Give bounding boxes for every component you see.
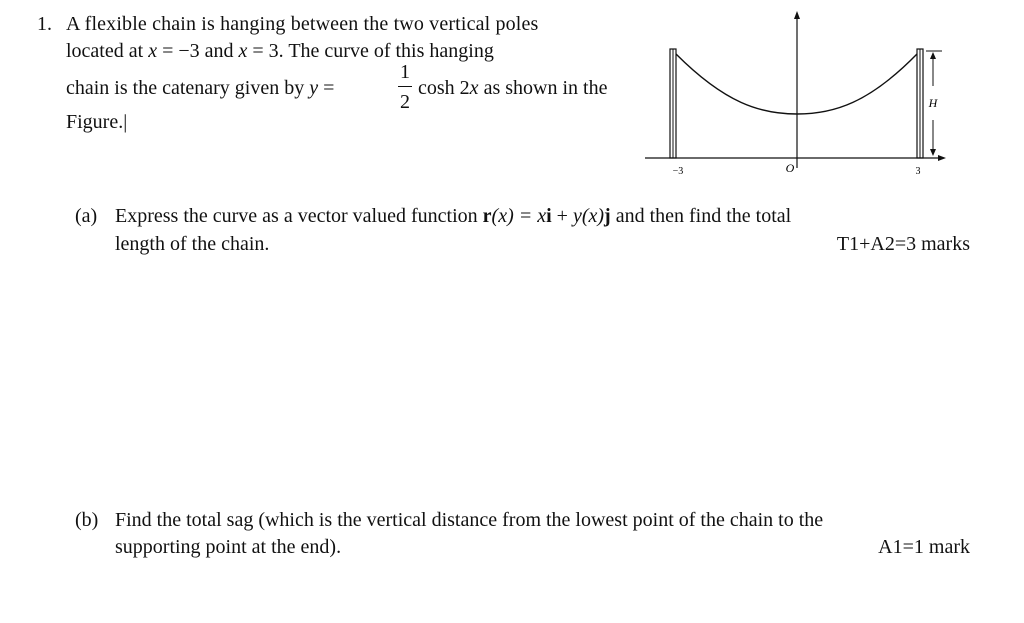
part-a-line-1: [115, 206, 791, 226]
tick-label-origin: O: [785, 161, 795, 175]
part-b-line-2: supporting point at the end).: [115, 536, 342, 558]
part-b-line-1: Find the total sag (which is the vertical distance from the lowest point of the chain to the: [115, 509, 824, 531]
height-arrow-down-icon: [930, 149, 936, 156]
problem-line-4: Figure.|: [66, 111, 128, 133]
problem-line-3-text-b: as shown in the: [478, 77, 608, 99]
math-r-argument: (x) = x: [491, 205, 547, 227]
part-b-label: (b): [75, 509, 99, 531]
part-a-text-b: and then find the total: [610, 205, 792, 227]
problem-line-3-right: [418, 78, 607, 98]
problem-line-2-text-a: located at: [66, 40, 149, 62]
catenary-figure: [640, 8, 970, 188]
math-variable-y: y: [309, 77, 319, 99]
part-b-marks: A1=1 mark: [878, 536, 970, 558]
math-unit-j: j: [604, 205, 611, 227]
math-unit-i: i: [546, 205, 552, 227]
problem-line-3-left: [66, 78, 334, 98]
problem-line-2-eq-2: = 3. The curve of this hanging: [247, 40, 494, 62]
problem-number: 1.: [37, 13, 52, 35]
part-a-text-a: Express the curve as a vector valued function: [115, 205, 483, 227]
problem-line-3-equals: =: [318, 77, 335, 99]
problem-line-3-text-a: chain is the catenary given by: [66, 77, 310, 99]
fraction-numerator: 1: [400, 61, 410, 83]
math-variable-x: x: [469, 77, 479, 99]
height-label: H: [928, 96, 938, 110]
math-plus: +: [551, 205, 573, 227]
math-variable-x: x: [238, 40, 248, 62]
x-axis-arrow-icon: [938, 155, 946, 161]
problem-line-1: A flexible chain is hanging between the two vertical poles: [66, 13, 539, 35]
problem-line-3-cosh: cosh 2: [418, 77, 470, 99]
part-a-label: (a): [75, 205, 98, 227]
math-y-of-x: y(x): [572, 205, 605, 227]
y-axis-arrow-icon: [794, 11, 800, 19]
tick-label-right: 3: [915, 166, 921, 177]
part-a-marks: T1+A2=3 marks: [836, 233, 970, 255]
part-a-line-2: length of the chain.: [115, 233, 270, 255]
tick-label-left: −3: [672, 166, 684, 177]
fraction-bar: [398, 86, 412, 87]
problem-line-2: [66, 41, 494, 61]
math-variable-x: x: [148, 40, 158, 62]
problem-line-2-eq-1: = −3 and: [157, 40, 239, 62]
math-vector-r: r: [482, 205, 492, 227]
fraction-denominator: 2: [400, 91, 410, 113]
height-arrow-up-icon: [930, 52, 936, 59]
